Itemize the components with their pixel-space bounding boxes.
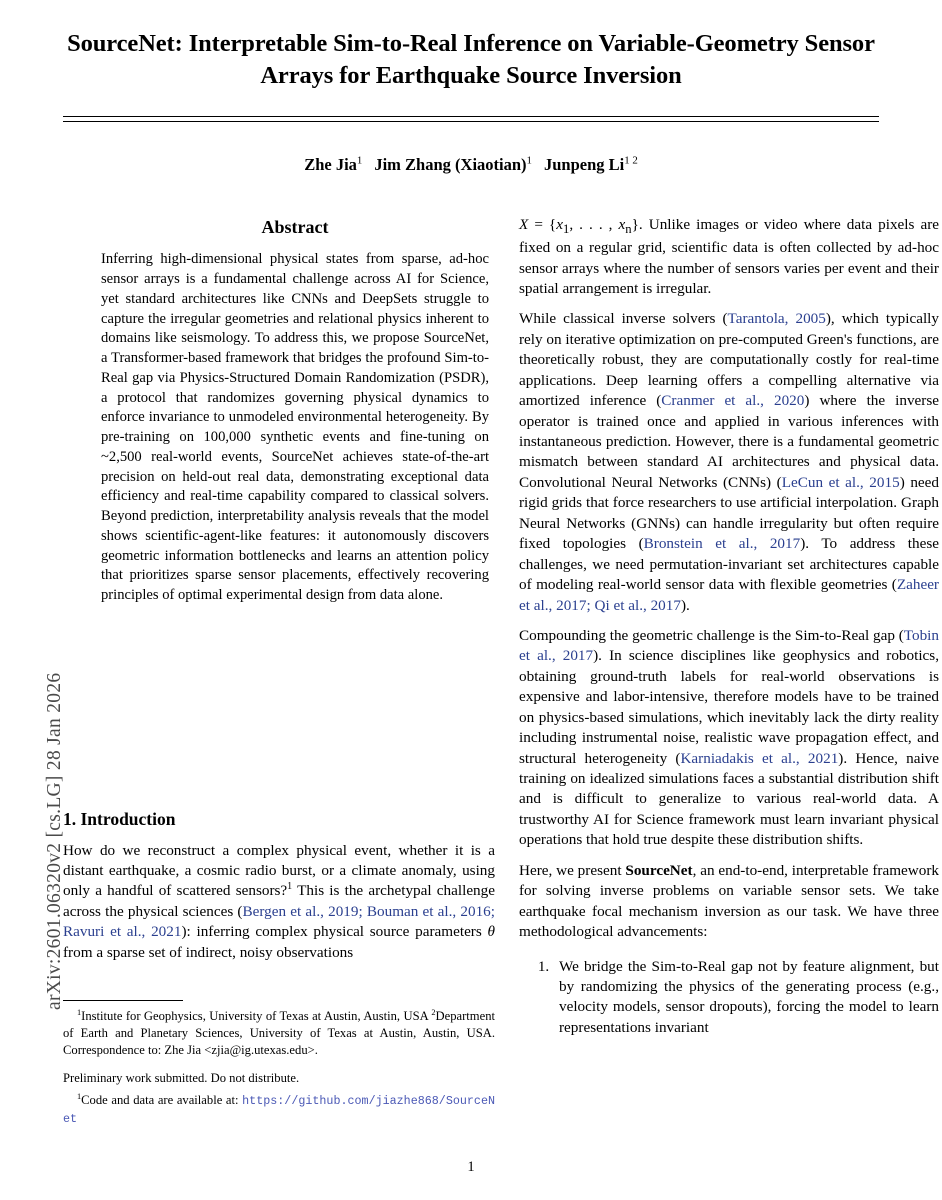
footnote-block	[63, 1000, 495, 1133]
author-name: Jim Zhang (Xiaotian)	[374, 155, 527, 174]
affiliation-marker-2: 2	[431, 1007, 436, 1017]
footnote-affiliation	[63, 1008, 495, 1059]
author-name: Junpeng Li	[543, 155, 625, 174]
math-close-brace: }.	[631, 216, 643, 233]
contributions-list	[519, 957, 939, 1039]
github-url-link[interactable]: https://github.com/jiazhe868/SourceNet	[63, 1094, 495, 1126]
introduction-block	[63, 808, 495, 963]
intro-text-part-1: How do we reconstruct a complex physical event, whether it is a distant earthquake, a cosmic radio burst, or a climate anomaly, using only a handful of scattered sensors?	[63, 841, 495, 900]
author-affiliation-marker: 1	[356, 154, 363, 167]
abstract-body: Inferring high-dimensional physical states from sparse, ad-hoc sensor arrays is a fundamental challenge across AI for Science, yet standard architectures like CNNs and DeepSets struggle to capture the irregular geometries and relational physics inherent to domains like seismology. To address this, we propose SourceNet, a Transformer-based framework that bridges the profound Sim-to-Real gap via Physics-Structured Domain Randomization (PSDR), a protocol that randomizes governing physical dynamics to enforce invariance to unmodeled environmental heterogeneity. By pre-training on 100,000 synthetic events and fine-tuning on ~2,500 real-world events, SourceNet achieves state-of-the-art precision on held-out real data, demonstrating exceptional data efficiency and real-time capability compared to classical solvers. Beyond prediction, interpretability analysis reveals that the model shows scientific-agent-like features: it autonomously discovers geometric information bottlenecks and learns an attention policy that prioritizes sparse sensor placements, effectively recovering principles of optimal experimental design from data alone.	[101, 251, 489, 604]
citation-link[interactable]: Karniadakis et al., 2021	[680, 749, 839, 767]
affiliation-text-1: Institute for Geophysics, University of Texas at Austin, Austin, USA	[81, 1009, 432, 1023]
author-entry	[374, 155, 532, 174]
section-heading-introduction: 1. Introduction	[63, 809, 176, 829]
introduction-paragraph	[63, 841, 495, 964]
p2-text-b: ), which typically rely on iterative optimization on pre-computed Green's functions, are theoretically robust, they are computationally costly for real-time applications. Deep learning offers a compelling alternative via amortized inference (	[519, 310, 939, 410]
p3-text-c: ). Hence, naive training on idealized simulations faces a substantial distribution shift and is difficult to generalize to various real-world data. A trustworthy AI for Science framework must learn invariant physical operations that hold true despite these distribution shifts.	[519, 749, 940, 849]
intro-text-part-3: ): inferring complex physical source parameters	[181, 923, 488, 941]
citation-link[interactable]: Cranmer et al., 2020	[661, 392, 805, 410]
right-paragraph-1-text: Unlike images or video where data pixels are fixed on a regular grid, scientific data is often collected by ad-hoc sensor arrays where the number of sensors varies per event and their spatial arrangement is irregular.	[519, 216, 939, 297]
p3-text-b: ). In science disciplines like geophysics and robotics, obtaining ground-truth labels for real-world observations is expensive and labor-intensive, therefore models have to be trained on physics-based simulations, which inevitably lack the dirty reality including instrumental noise, realistic wave propagation effect, and structural heterogeneity (	[519, 647, 940, 767]
p4-text-b: , an end-to-end, interpretable framework for solving inverse problems on variable sensor sets. We take earthquake focal mechanism inversion as our task. We have three methodological advancements:	[519, 861, 939, 941]
affiliation-text-2: Department of Earth and Planetary Sciences, University of Texas at Austin, Austin, USA. Correspondence to: Zhe Jia <zjia@ig.utexas.edu>.	[63, 1009, 495, 1057]
right-paragraph-4	[519, 861, 939, 943]
title-block	[63, 28, 879, 93]
affiliation-marker-1: 1	[77, 1007, 82, 1017]
author-list	[63, 155, 879, 175]
math-subscript-n: n	[625, 222, 632, 237]
citation-link[interactable]: Tarantola, 2005	[727, 310, 826, 328]
intro-text-part-2: This is the archetypal challenge across the physical sciences (	[63, 882, 495, 920]
p4-text-a: Here, we present	[519, 861, 626, 879]
abstract-heading: Abstract	[261, 217, 329, 237]
right-column	[519, 215, 939, 1038]
math-var-xn: x	[618, 216, 626, 233]
page-number: 1	[467, 1159, 475, 1175]
author-affiliation-marker: 1	[526, 154, 532, 167]
header-rule-thick	[63, 116, 879, 117]
p2-text-f: ).	[680, 596, 690, 614]
page-title: SourceNet: Interpretable Sim-to-Real Inference on Variable-Geometry Sensor Arrays for Earthquake Source Inversion	[67, 30, 875, 90]
intro-text-part-4: from a sparse set of indirect, noisy observations	[63, 943, 354, 961]
author-name: Zhe Jia	[304, 155, 357, 174]
right-paragraph-3	[519, 626, 939, 851]
right-paragraph-1	[519, 215, 939, 299]
math-equals-brace: = {	[528, 216, 557, 233]
p2-text-c: ) where the inverse operator is trained once and applied in various inferences with instantaneous prediction. However, there is a fundamental geometric mismatch between standard AI architectures and physical data. Convolutional Neural Networks (CNNs) (	[519, 392, 939, 491]
author-entry	[544, 155, 638, 174]
footnote-marker: 1	[287, 881, 293, 893]
math-symbol-theta: θ	[487, 923, 495, 941]
right-paragraph-2	[519, 309, 939, 616]
p2-text-a: While classical inverse solvers (	[519, 310, 728, 328]
citation-link[interactable]: Zaheer et al., 2017; Qi et al., 2017	[519, 576, 939, 614]
header-rule-thin	[63, 121, 879, 122]
left-column	[95, 215, 495, 606]
code-footnote-text: Code and data are available at:	[81, 1093, 243, 1107]
p3-text-a: Compounding the geometric challenge is the Sim-to-Real gap (	[519, 626, 904, 644]
author-affiliation-marker: 1 2	[624, 154, 638, 167]
math-subscript-1: 1	[562, 222, 570, 237]
citation-link[interactable]: Tobin et al., 2017	[519, 626, 939, 665]
math-ellipsis: , . . . ,	[569, 216, 619, 233]
p2-text-d: ) need rigid grids that force researchers to use artificial interpolation. Graph Neural Networks (GNNs) can handle irregularity but often require fixed topologies (	[519, 473, 939, 553]
footnote-preliminary-notice: Preliminary work submitted. Do not distribute.	[63, 1071, 300, 1085]
math-var-x1: x	[556, 216, 563, 233]
model-name-bold: SourceNet	[625, 861, 693, 879]
citation-link[interactable]: Bergen et al., 2019; Bouman et al., 2016; Ravuri et al., 2021	[63, 902, 495, 941]
footnote-rule	[63, 1000, 183, 1001]
p2-text-e: ). To address these challenges, we need permutation-invariant set architectures capable of modeling real-world sensor data with flexible geometries (	[519, 535, 939, 594]
math-var-X: X	[519, 216, 529, 233]
arxiv-stamp-text: arXiv:2601.06320v2 [cs.LG] 28 Jan 2026	[44, 672, 65, 1010]
citation-link[interactable]: LeCun et al., 2015	[781, 473, 900, 491]
citation-link[interactable]: Bronstein et al., 2017	[643, 535, 801, 553]
footnote-code-availability	[63, 1092, 495, 1128]
author-entry	[304, 155, 362, 174]
list-item: 1. We bridge the Sim-to-Real gap not by feature alignment, but by randomizing the physics of the generating process (e.g., velocity models, sensor dropouts), forcing the model to learn representations invariant	[553, 957, 939, 1039]
code-footnote-marker: 1	[77, 1091, 82, 1101]
arxiv-stamp	[0, 0, 65, 1200]
